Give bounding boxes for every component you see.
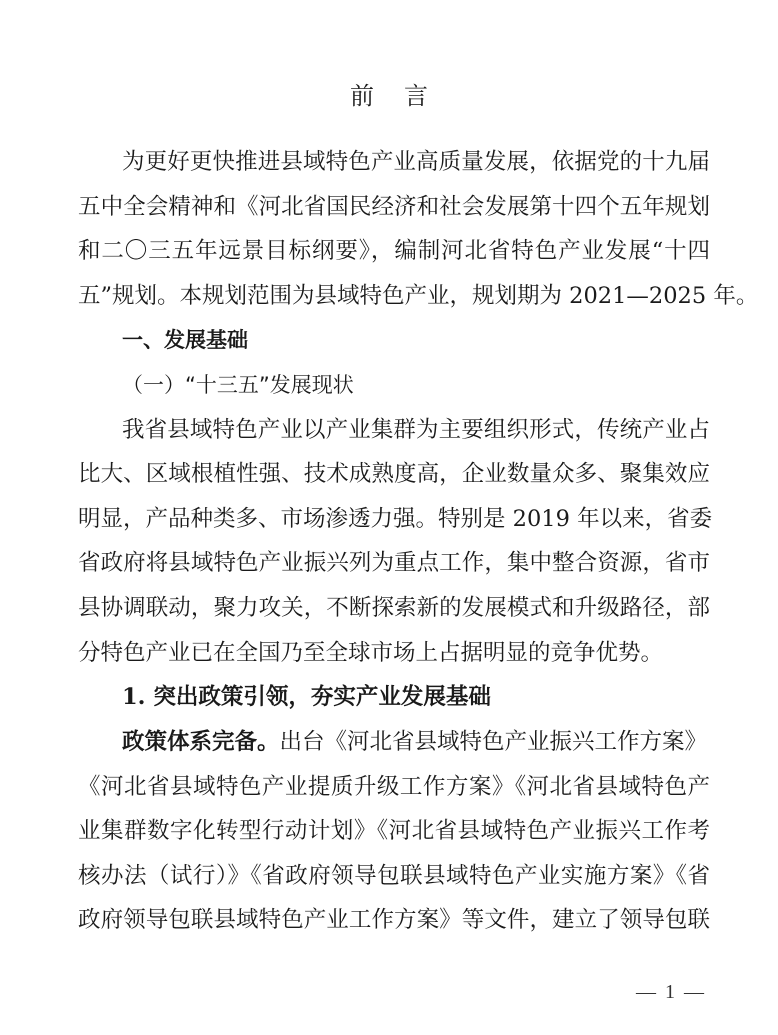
paragraph-2-line-1: 我省县域特色产业以产业集群为主要组织形式，传统产业占 bbox=[122, 417, 710, 443]
paragraph-3-line-1-rest: 出台《河北省县域特色产业振兴工作方案》 bbox=[279, 729, 708, 755]
subsection-heading: （一）“十三五”发展现状 bbox=[122, 373, 354, 397]
paragraph-3-line-5: 政府领导包联县域特色产业工作方案》等文件，建立了领导包联 bbox=[78, 907, 710, 933]
paragraph-2-line-2: 比大、区域根植性强、技术成熟度高，企业数量众多、聚集效应 bbox=[78, 461, 710, 487]
page-title: 前言 bbox=[350, 82, 458, 110]
paragraph-3-line-1 bbox=[122, 720, 710, 764]
paragraph-3-line-4: 核办法（试行）》《省政府领导包联县域特色产业实施方案》《省 bbox=[78, 863, 710, 889]
paragraph-3-line-2: 《河北省县域特色产业提质升级工作方案》《河北省县域特色产 bbox=[78, 774, 710, 800]
paragraph-1-line-1: 为更好更快推进县域特色产业高质量发展，依据党的十九届 bbox=[122, 149, 710, 175]
paragraph-1-line-3: 和二〇三五年远景目标纲要》，编制河北省特色产业发展“十四 bbox=[78, 238, 710, 264]
numbered-heading: 1. 突出政策引领，夯实产业发展基础 bbox=[122, 684, 491, 710]
paragraph-2-line-6: 分特色产业已在全国乃至全球市场上占据明显的竞争优势。 bbox=[78, 640, 664, 666]
paragraph-1-line-4: 五”规划。本规划范围为县域特色产业，规划期为 2021—2025 年。 bbox=[78, 283, 759, 309]
section-heading: 一、发展基础 bbox=[122, 328, 248, 352]
paragraph-2-line-4: 省政府将县域特色产业振兴列为重点工作，集中整合资源，省市 bbox=[78, 550, 710, 576]
paragraph-2-line-3: 明显，产品种类多、市场渗透力强。特别是 2019 年以来，省委 bbox=[78, 506, 713, 532]
paragraph-1-line-2: 五中全会精神和《河北省国民经济和社会发展第十四个五年规划 bbox=[78, 194, 710, 220]
page-number: — 1 — bbox=[636, 981, 706, 1003]
paragraph-2-line-5: 县协调联动，聚力攻关，不断探索新的发展模式和升级路径，部 bbox=[78, 595, 710, 621]
paragraph-3-lead: 政策体系完备。 bbox=[122, 729, 280, 755]
paragraph-3-line-3: 业集群数字化转型行动计划》《河北省县域特色产业振兴工作考 bbox=[78, 818, 710, 844]
